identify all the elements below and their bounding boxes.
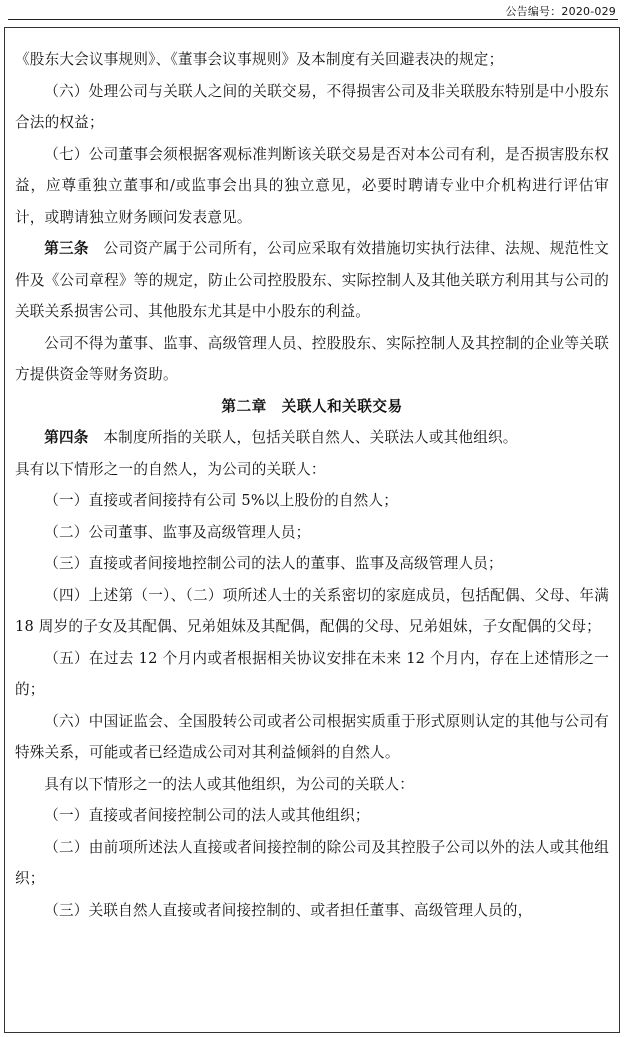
- article-3-label: 第三条: [44, 240, 89, 257]
- document-frame: [4, 27, 620, 1033]
- chapter-title: 第二章 关联人和关联交易: [221, 397, 403, 415]
- paragraph-item-7: （七）公司董事会须根据客观标准判断该关联交易是否对本公司有利，是否损害股东权益，应尊重独立董事和/或监事会出具的独立意见，必要时聘请专业中介机构进行评估审计，或聘请独立财务顾问发表意见。: [15, 145, 609, 226]
- paragraph-natural-persons-intro: 具有以下情形之一的自然人，为公司的关联人：: [15, 460, 326, 478]
- paragraph-rules-reference: 《股东大会议事规则》、《董事会议事规则》及本制度有关回避表决的规定；: [15, 51, 504, 68]
- paragraph-article-4: [15, 422, 609, 454]
- paragraph-legal-item-2: （二）由前项所述法人直接或者间接控制的除公司及其控股子公司以外的法人或其他组织；: [15, 838, 609, 887]
- paragraph-legal-item-3: （三）关联自然人直接或者间接控制的、或者担任董事、高级管理人员的，: [44, 901, 533, 919]
- document-body: [5, 28, 619, 926]
- announcement-number: 公告编号：2020-029: [505, 5, 616, 18]
- paragraph-financial-aid: 公司不得为董事、监事、高级管理人员、控股股东、实际控制人及其控制的企业等关联方提供资金等财务资助。: [15, 334, 609, 383]
- article-3-text: 公司资产属于公司所有，公司应采取有效措施切实执行法律、法规、规范性文件及《公司章程》等的规定，防止公司控股股东、实际控制人及其他关联方利用其与公司的关联关系损害公司、其他股东尤其是中小股东的利益。: [15, 240, 610, 320]
- paragraph-legal-item-1: （一）直接或者间接控制公司的法人或其他组织；: [44, 807, 370, 824]
- paragraph-natural-item-3: （三）直接或者间接地控制公司的法人的董事、监事及高级管理人员；: [44, 555, 503, 572]
- paragraph-legal-persons-intro: 具有以下情形之一的法人或其他组织，为公司的关联人：: [44, 775, 415, 793]
- article-4-label: 第四条: [44, 429, 89, 446]
- paragraph-article-3: [15, 233, 609, 328]
- paragraph-item-6: （六）处理公司与关联人之间的关联交易，不得损害公司及非关联股东特别是中小股东合法的权益；: [15, 82, 609, 131]
- article-4-text: 本制度所指的关联人，包括关联自然人、关联法人或其他组织。: [103, 429, 518, 446]
- paragraph-natural-item-1: （一）直接或者间接持有公司 5%以上股份的自然人；: [44, 492, 399, 509]
- header-rule: [8, 19, 618, 20]
- paragraph-natural-item-4: （四）上述第（一）、（二）项所述人士的关系密切的家庭成员，包括配偶、父母、年满 18 周岁的子女及其配偶、兄弟姐妹及其配偶，配偶的父母、兄弟姐妹，子女配偶的父母；: [15, 586, 609, 635]
- paragraph-natural-item-5: （五）在过去 12 个月内或者根据相关协议安排在未来 12 个月内，存在上述情形之一的；: [15, 649, 609, 698]
- paragraph-natural-item-2: （二）公司董事、监事及高级管理人员；: [44, 523, 311, 541]
- paragraph-natural-item-6: （六）中国证监会、全国股转公司或者公司根据实质重于形式原则认定的其他与公司有特殊关系，可能或者已经造成公司对其利益倾斜的自然人。: [15, 712, 609, 761]
